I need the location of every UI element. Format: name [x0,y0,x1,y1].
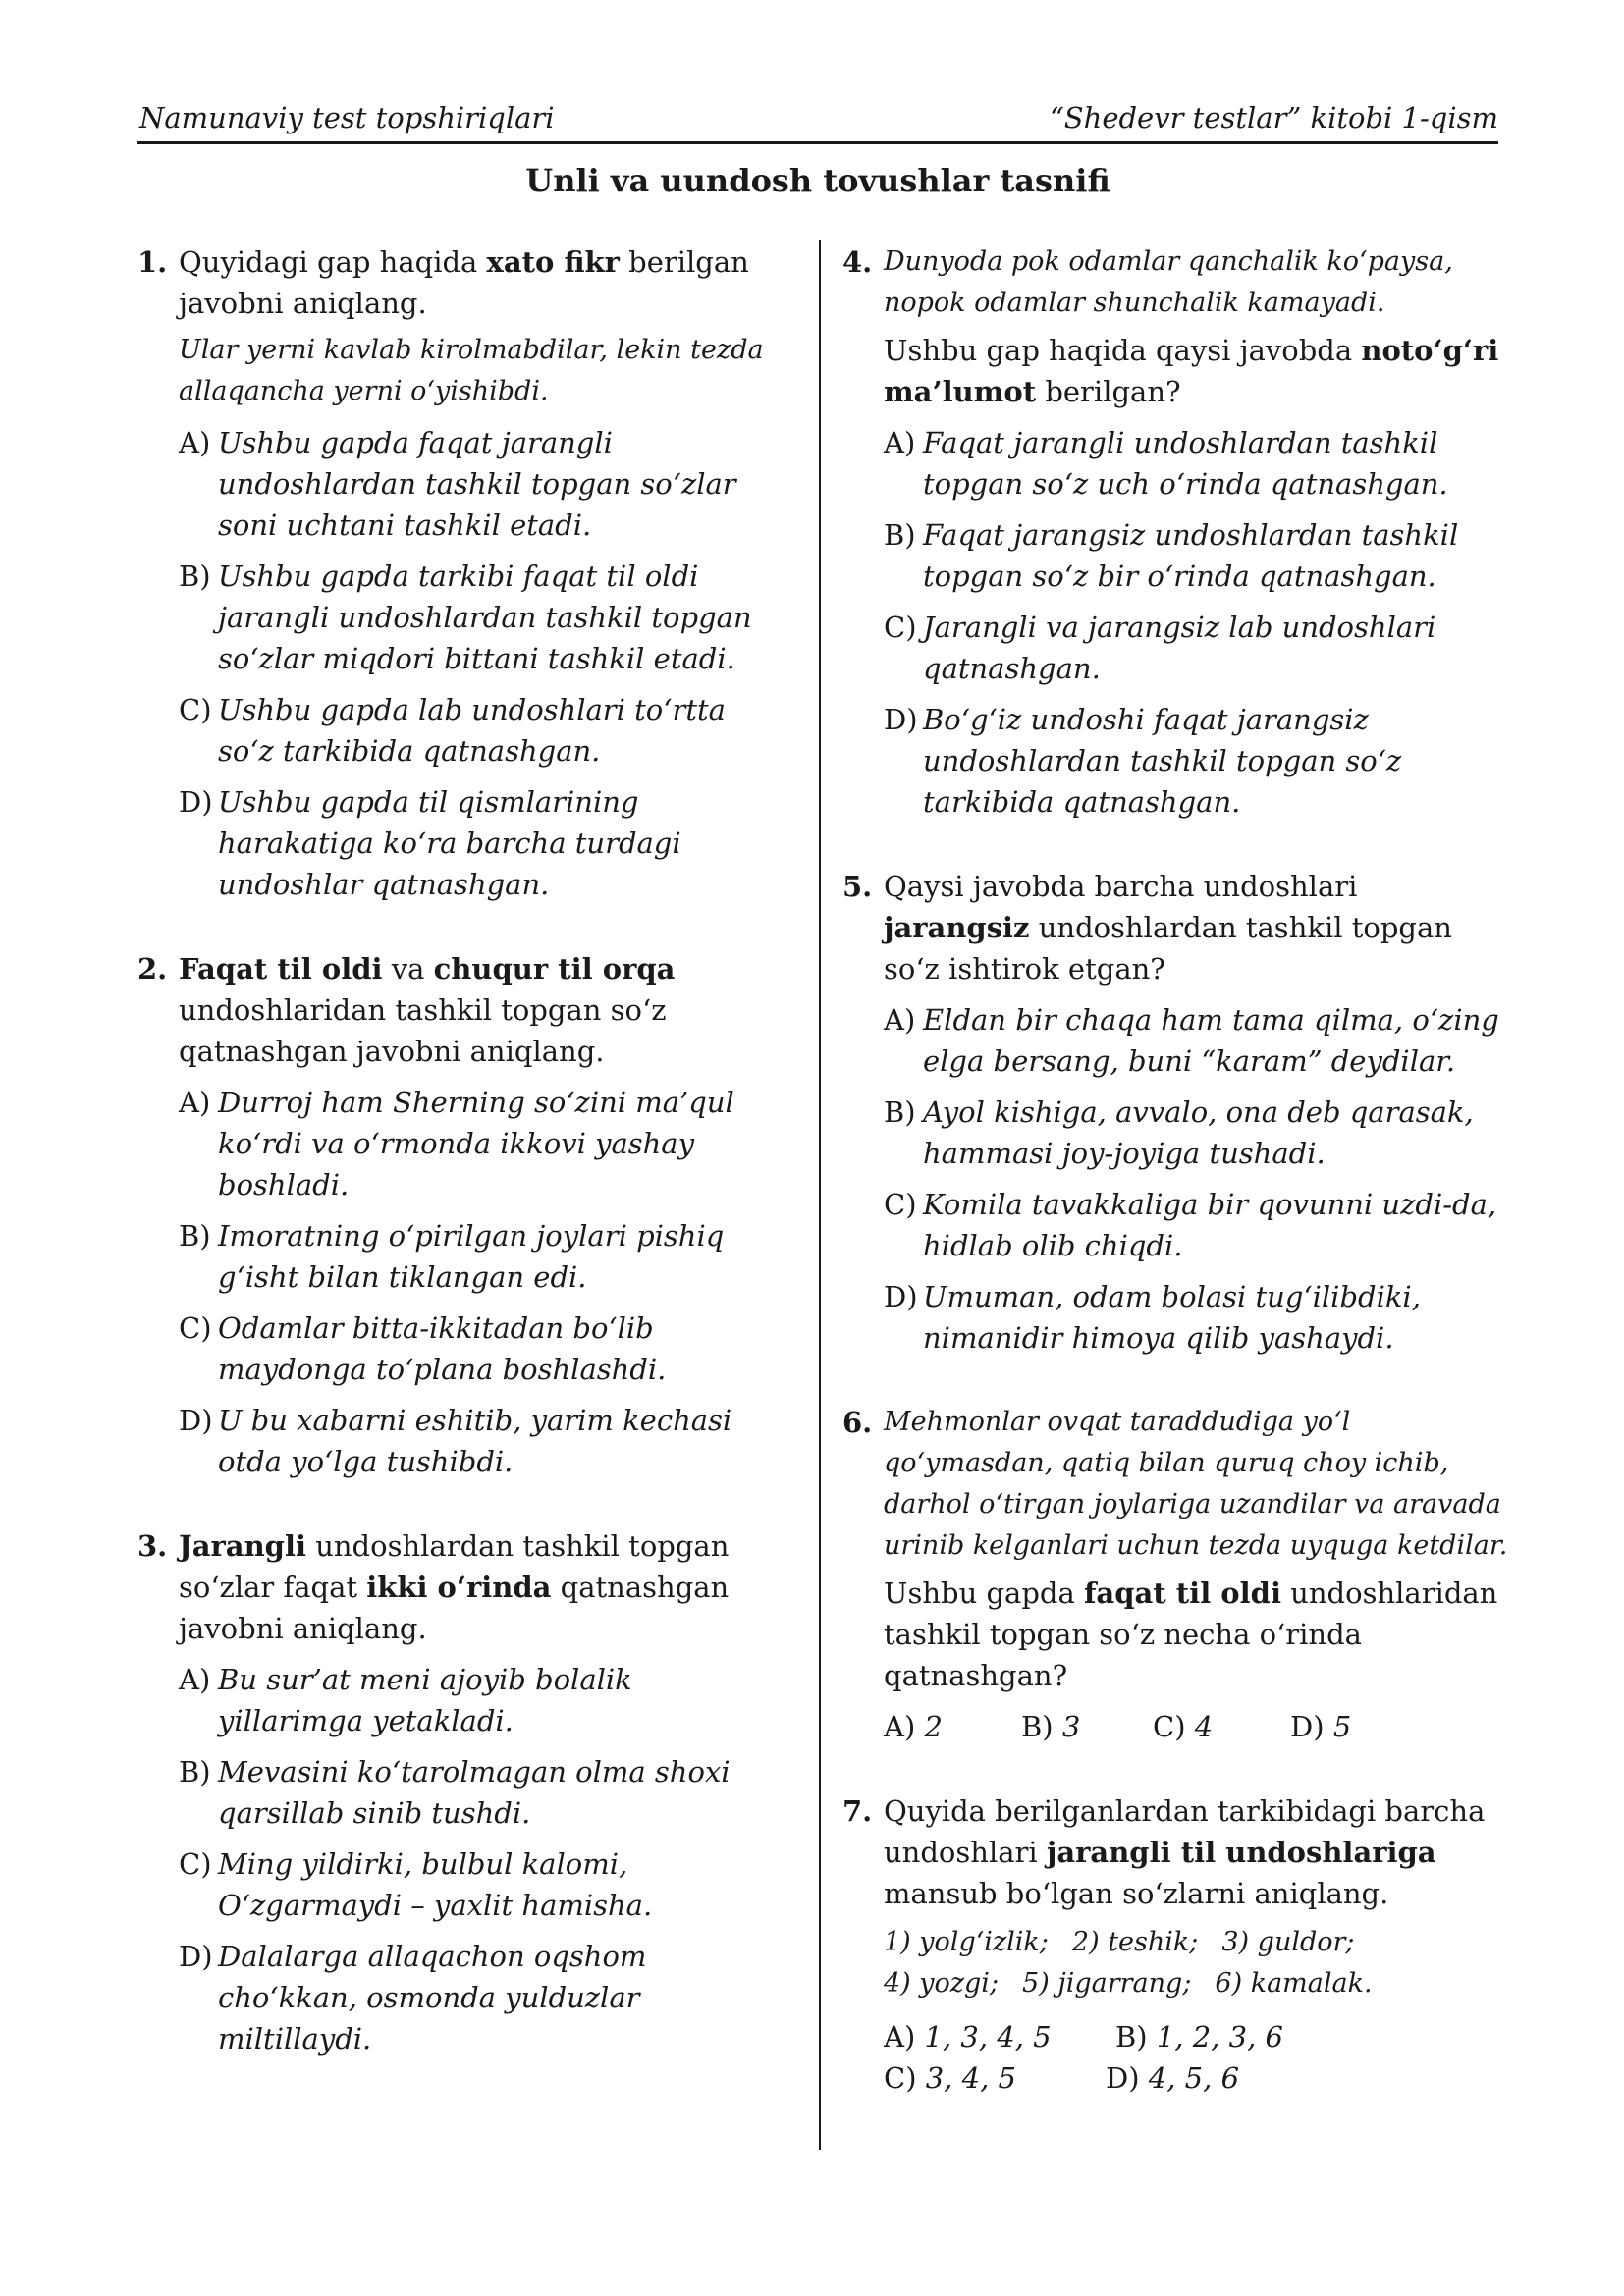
answer-options [179,422,785,905]
stem-text: qatnashgan javobni aniqlang. [179,1571,730,1645]
option-d[interactable] [1290,1706,1351,1747]
option-b[interactable] [1021,1706,1153,1747]
option-label: A) [884,2020,916,2054]
option-b[interactable] [179,1751,785,1834]
option-label: B) [1115,2020,1148,2054]
option-a[interactable] [884,2016,1115,2057]
option-text: Komila tavakkaliga bir qovunni uzdi-da, hidlab olib chiqdi. [923,1188,1497,1262]
option-text: Durroj ham Sherning so‘zini ma’qul ko‘rdi va o‘rmonda ikkovi yashay boshladi. [218,1086,734,1201]
word-item: 5) jigarrang; [1022,1968,1192,1999]
option-text: 2 [924,1710,943,1743]
option-d[interactable] [884,1276,1510,1359]
word-item: 2) teshik; [1071,1927,1199,1957]
word-list [884,1922,1510,2004]
column-divider [819,240,821,2150]
option-c[interactable] [884,607,1510,689]
stem-text: undoshlardan tashkil topgan so‘z ishtirok etgan? [884,911,1452,986]
option-c[interactable] [884,2057,1106,2099]
option-text: 5 [1332,1710,1352,1743]
options-row [884,2016,1510,2057]
question-1 [137,241,785,905]
option-text: Faqat jarangsiz undoshlardan tashkil topgan so‘z bir o‘rinda qatnashgan. [923,518,1459,593]
stem-text: va [382,952,434,986]
answer-options [884,2016,1510,2099]
option-text: Ushbu gapda lab undoshlari to‘rtta so‘z tarkibida qatnashgan. [218,693,726,768]
option-text: Ushbu gapda faqat jarangli undoshlardan tashkil topgan so‘zlar soni uchtani tashkil etadi. [218,426,736,542]
option-label: A) [179,1663,211,1696]
question-4 [842,241,1510,823]
option-label: D) [1290,1710,1325,1743]
option-d[interactable] [179,781,785,905]
option-text: Ayol kishiga, avvalo, ona deb qarasak, hammasi joy-joyiga tushadi. [923,1095,1474,1170]
stem-text: mansub bo‘lgan so‘zlarni aniqlang. [884,1877,1389,1910]
option-label: C) [884,611,917,644]
question-stem [884,866,1510,989]
word-item: 6) kamalak. [1215,1968,1373,1999]
option-text: Imoratning o‘pirilgan joylari pishiq g‘isht bilan tiklangan edi. [218,1219,725,1294]
option-text: U bu xabarni eshitib, yarim kechasi otda yo‘lga tushibdi. [218,1404,732,1478]
stem-text: Quyida berilganlardan tarkibidagi barcha undoshlari [884,1794,1486,1869]
option-a[interactable] [884,422,1510,505]
option-a[interactable] [179,1082,785,1205]
stem-text: Ushbu gap haqida qaysi javobda [884,334,1362,367]
option-c[interactable] [1153,1706,1290,1747]
question-stem [179,241,785,324]
option-text: Odamlar bitta-ikkitadan bo‘lib maydonga to‘plana boshlashdi. [218,1311,667,1386]
option-c[interactable] [179,1308,785,1390]
question-stem [884,1790,1510,1914]
option-a[interactable] [884,1706,1021,1747]
answer-options [884,1706,1510,1747]
stem-text: berilgan javobni aniqlang. [179,245,749,320]
option-label: B) [179,560,211,593]
option-b[interactable] [1115,2016,1283,2057]
question-quote: Dunyoda pok odamlar qanchalik ko‘paysa, nopok odamlar shunchalik kamayadi. [884,246,1453,318]
option-d[interactable] [1106,2057,1239,2099]
stem-bold: faqat til oldi [1083,1576,1281,1610]
answer-options [884,422,1510,823]
option-label: D) [884,703,918,736]
option-c[interactable] [179,689,785,772]
stem-bold: Jarangli [179,1529,306,1563]
header-right: “Shedevr testlar” kitobi 1-qism [1049,101,1498,134]
option-label: A) [884,426,916,459]
option-a[interactable] [884,999,1510,1082]
option-text: Eldan bir chaqa ham tama qilma, o‘zing elga bersang, buni “karam” deydilar. [923,1003,1499,1078]
question-3 [137,1525,785,2059]
question-quote: Mehmonlar ovqat taraddudiga yo‘l qo‘ymasdan, qatiq bilan quruq choy ichib, darhol o‘tirgan joylariga uzandilar va aravada urinib kelganlari uchun tezda uyquga ketdilar. [884,1407,1508,1561]
option-a[interactable] [179,1659,785,1741]
option-d[interactable] [179,1936,785,2059]
option-b[interactable] [884,1092,1510,1174]
question-2 [137,948,785,1482]
question-7 [842,1790,1510,2099]
stem-bold: jarangli til undoshlariga [1046,1836,1436,1869]
header-rule [137,141,1498,144]
option-b[interactable] [179,556,785,679]
word-item: 4) yozgi; [884,1968,1000,1999]
option-text: Ming yildirki, bulbul kalomi, O‘zgarmaydi – yaxlit hamisha. [218,1847,653,1922]
option-label: D) [179,1940,213,1973]
option-text: Jarangli va jarangsiz lab undoshlari qatnashgan. [923,611,1436,685]
option-text: 4 [1194,1710,1214,1743]
answer-options [179,1082,785,1482]
option-a[interactable] [179,422,785,546]
option-text: Bo‘g‘iz undoshi faqat jarangsiz undoshlardan tashkil topgan so‘z tarkibida qatnashgan. [923,703,1402,819]
option-label: C) [884,2061,917,2095]
stem-text: undoshlaridan tashkil topgan so‘z qatnashgan javobni aniqlang. [179,993,667,1068]
option-label: A) [179,426,211,459]
option-label: A) [179,1086,211,1119]
stem-text: undoshlaridan tashkil topgan so‘z necha o‘rinda qatnashgan? [884,1576,1498,1692]
option-text: Ushbu gapda tarkibi faqat til oldi jarangli undoshlardan tashkil topgan so‘zlar miqdori bittani tashkil etadi. [218,560,752,675]
option-label: B) [884,1095,916,1129]
option-label: C) [1153,1710,1186,1743]
question-stem [884,1573,1510,1696]
option-text: Dalalarga allaqachon oqshom cho‘kkan, osmonda yulduzlar miltillaydi. [218,1940,647,2056]
option-text: Bu sur’at meni ajoyib bolalik yillarimga yetakladi. [218,1663,632,1737]
option-c[interactable] [179,1843,785,1926]
stem-text: Quyidagi gap haqida [179,245,487,279]
option-text: 1, 3, 4, 5 [924,2020,1052,2054]
stem-bold: noto‘g‘ri ma’lumot [884,334,1499,408]
answer-options [884,999,1510,1359]
option-text: 3 [1061,1710,1081,1743]
question-number: 6. [842,1406,873,1439]
option-label: D) [179,785,213,819]
option-text: 1, 2, 3, 6 [1156,2020,1283,2054]
stem-bold: chuqur til orqa [433,952,676,986]
answer-options [179,1659,785,2059]
question-number: 5. [842,870,873,903]
option-b[interactable] [884,514,1510,597]
option-label: D) [884,1280,918,1313]
option-label: A) [884,1710,916,1743]
option-text: Mevasini ko‘tarolmagan olma shoxi qarsillab sinib tushdi. [218,1755,731,1830]
options-row [884,2057,1510,2099]
stem-text: undoshlardan tashkil topgan so‘zlar faqat [179,1529,730,1604]
left-column [137,241,785,2103]
option-label: C) [179,1847,212,1881]
option-label: B) [884,518,916,552]
option-label: B) [1021,1710,1054,1743]
option-text: Ushbu gapda til qismlarining harakatiga ko‘ra barcha turdagi undoshlar qatnashgan. [218,785,681,901]
option-label: D) [179,1404,213,1437]
option-label: A) [884,1003,916,1037]
option-c[interactable] [884,1184,1510,1266]
option-text: Faqat jarangli undoshlardan tashkil topgan so‘z uch o‘rinda qatnashgan. [923,426,1448,501]
page-title: Unli va uundosh tovushlar tasnifi [525,162,1110,199]
question-6 [842,1402,1510,1747]
question-5 [842,866,1510,1359]
option-text: Umuman, odam bolasi tug‘ilibdiki, nimanidir himoya qilib yashaydi. [923,1280,1421,1355]
question-number: 7. [842,1794,873,1828]
option-label: C) [884,1188,917,1221]
option-b[interactable] [179,1215,785,1298]
stem-bold: Faqat til oldi [179,952,383,986]
option-label: B) [179,1219,211,1253]
stem-bold: ikki o‘rinda [366,1571,552,1604]
option-d[interactable] [884,699,1510,823]
header-left: Namunaviy test topshiriqlari [139,101,555,134]
option-label: D) [1106,2061,1140,2095]
question-quote: Ular yerni kavlab kirolmabdilar, lekin tezda allaqancha yerni o‘yishibdi. [179,335,764,406]
question-number: 4. [842,245,873,279]
stem-text: Ushbu gapda [884,1576,1084,1610]
option-label: B) [179,1755,211,1789]
question-stem [179,1525,785,1649]
word-item: 1) yolg‘izlik; [884,1927,1049,1957]
option-label: C) [179,693,212,726]
question-number: 2. [137,952,168,986]
stem-text: Qaysi javobda barcha undoshlari [884,870,1358,903]
word-item: 3) guldor; [1221,1927,1355,1957]
option-d[interactable] [179,1400,785,1482]
question-stem [179,948,785,1072]
stem-bold: xato fikr [486,245,620,279]
question-number: 1. [137,245,168,279]
stem-bold: jarangsiz [884,911,1030,944]
option-label: C) [179,1311,212,1345]
option-text: 3, 4, 5 [925,2061,1016,2095]
stem-text: berilgan? [1036,375,1181,408]
question-stem [884,330,1510,412]
option-text: 4, 5, 6 [1148,2061,1240,2095]
question-number: 3. [137,1529,168,1563]
right-column [842,241,1510,2142]
